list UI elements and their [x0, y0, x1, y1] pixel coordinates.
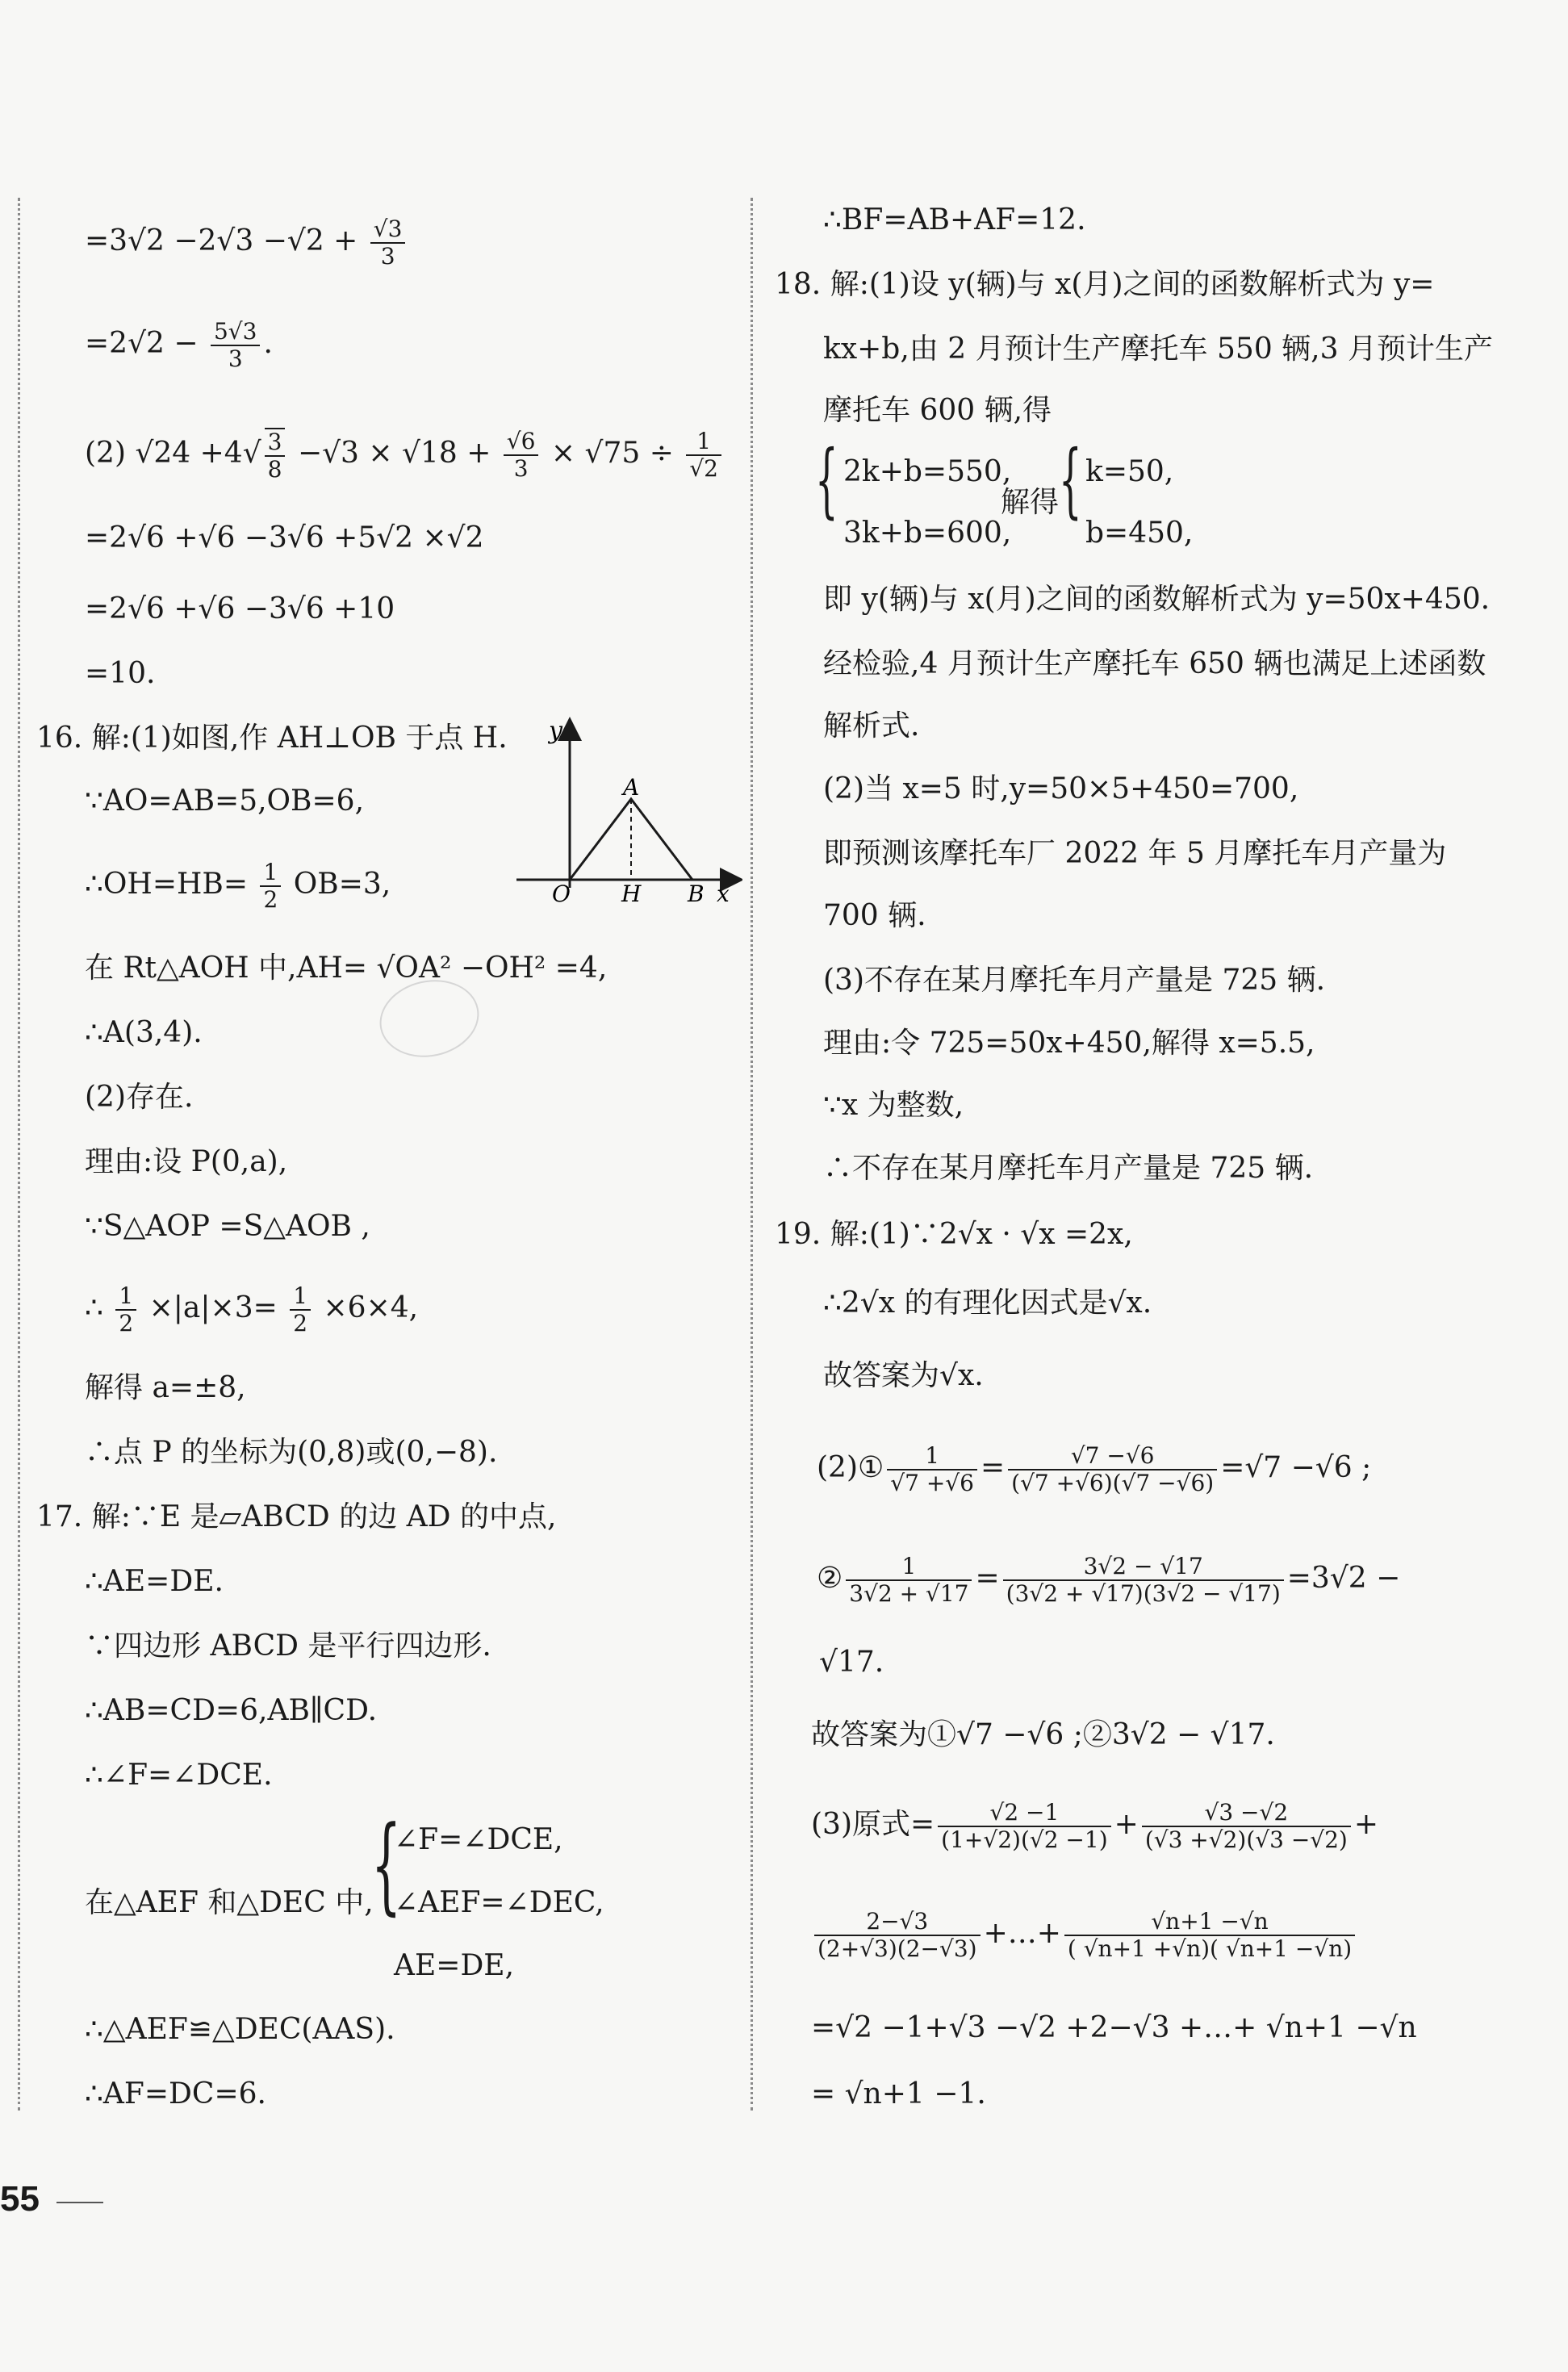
page-number: 55 — [0, 2179, 40, 2219]
fraction: $\frac{5√3}{3}$ — [211, 319, 260, 372]
q17-heading: 17. 解:∵E 是▱ABCD 的边 AD 的中点, — [36, 1500, 557, 1533]
q19-line: =√2 −1+√3 −√2 +2−√3 +…+ √n+1 −√n — [811, 2011, 1417, 2044]
fraction: $\frac{1}{3√2 + √17}$ — [846, 1554, 972, 1607]
fraction: $\frac{1}{2}$ — [115, 1283, 136, 1337]
q17-line: ∴∠F=∠DCE. — [85, 1759, 273, 1792]
system-brace: { — [815, 433, 838, 527]
q18-line: kx+b,由 2 月预计生产摩托车 550 辆,3 月预计生产 — [823, 333, 1493, 366]
q19-line: $\frac{2-√3}{(2+√3)(2-√3)}$ +…+ $\frac{√n+1 -√n}{( √n+1 +√n)( √n+1 -√n)}$ — [811, 1909, 1358, 1962]
q16-line: ∴点 P 的坐标为(0,8)或(0,−8). — [85, 1436, 498, 1469]
q16-line: 理由:设 P(0,a), — [85, 1145, 288, 1178]
q18-system-line: k=50, — [1085, 455, 1174, 488]
q17-line: ∵四边形 ABCD 是平行四边形. — [85, 1629, 491, 1663]
expr-line: =2√6 +√6 −3√6 +5√2 ×√2 — [85, 521, 484, 554]
fraction: $\frac{1}{√2}$ — [686, 429, 721, 482]
q18-system-line: 3k+b=600, — [843, 517, 1012, 550]
q18-line: 理由:令 725=50x+450,解得 x=5.5, — [823, 1027, 1315, 1060]
q19-line: √17. — [819, 1646, 884, 1679]
axis-label-x: x — [717, 881, 730, 907]
q17-line: 在△AEF 和△DEC 中, — [85, 1886, 374, 1919]
fraction: $\frac{√6}{3}$ — [504, 429, 539, 482]
q18-line: 解析式. — [823, 709, 920, 743]
fraction: $\frac{3√2 - √17}{(3√2 + √17)(3√2 - √17)}$ — [1003, 1554, 1284, 1607]
q19-line: (2)① $\frac{1}{√7 +√6}$ = $\frac{√7 -√6}{(√7 +√6)(√7 -√6)}$ =√7 −√6 ; — [817, 1442, 1372, 1496]
system-brace: { — [371, 1803, 402, 1926]
point-label-h: H — [621, 881, 642, 907]
expr-line: (2) √24 +4√ $\frac{3}{8}$ −√3 × √18 + $\frac{√6}{3}$ × √75 ÷ $\frac{1}{√2}$ — [85, 428, 725, 483]
expr-line: =10. — [85, 657, 156, 690]
q17-system-line: AE=DE, — [394, 1949, 515, 1982]
q18-line: 即预测该摩托车厂 2022 年 5 月摩托车月产量为 — [823, 837, 1447, 870]
q16-heading: 16. 解:(1)如图,作 AH⊥OB 于点 H. — [36, 722, 508, 755]
q18-line: 即 y(辆)与 x(月)之间的函数解析式为 y=50x+450. — [823, 583, 1491, 616]
q19-heading: 19. 解:(1)∵2√x · √x =2x, — [775, 1218, 1133, 1251]
q18-heading: 18. 解:(1)设 y(辆)与 x(月)之间的函数解析式为 y= — [775, 268, 1435, 301]
q18-line: 经检验,4 月预计生产摩托车 650 辆也满足上述函数 — [823, 647, 1486, 680]
q16-line: ∴ $\frac{1}{2}$ ×|a|×3= $\frac{1}{2}$ ×6×4, — [85, 1282, 419, 1337]
q16-line: 解得 a=±8, — [85, 1371, 246, 1404]
q17-line: ∴AE=DE. — [85, 1565, 224, 1598]
point-label-o: O — [552, 881, 571, 907]
q18-system-line: 2k+b=550, — [843, 455, 1012, 488]
axis-label-y: y — [549, 717, 562, 745]
fraction: $\frac{√2 -1}{(1+√2)(√2 -1)}$ — [938, 1800, 1110, 1853]
answer-line: ∴BF=AB+AF=12. — [823, 203, 1086, 236]
q18-solve-label: 解得 — [1001, 486, 1060, 519]
q18-line: (3)不存在某月摩托车月产量是 725 辆. — [823, 964, 1326, 997]
fraction: $\frac{1}{2}$ — [260, 860, 281, 913]
q19-line: 故答案为①√7 −√6 ;②3√2 − √17. — [811, 1718, 1275, 1751]
q19-line: ∴2√x 的有理化因式是√x. — [823, 1286, 1152, 1320]
q18-line: 700 辆. — [823, 899, 926, 932]
q17-line: ∴AB=CD=6,AB∥CD. — [85, 1694, 378, 1727]
expr-line: =2√2 − $\frac{5√3}{3}$ . — [85, 318, 273, 372]
fraction: $\frac{3}{8}$ — [265, 428, 286, 483]
q17-line: ∴△AEF≌△DEC(AAS). — [85, 2013, 395, 2046]
fraction: $\frac{1}{2}$ — [290, 1283, 311, 1337]
expr-line: =3√2 −2√3 −√2 + $\frac{√3}{3}$ — [85, 216, 408, 270]
q17-line: ∴AF=DC=6. — [85, 2077, 266, 2111]
q19-line: (3)原式= $\frac{√2 -1}{(1+√2)(√2 -1)}$ + $\frac{√3 -√2}{(√3 +√2)(√3 -√2)}$ + — [811, 1799, 1379, 1853]
q16-line: (2)存在. — [85, 1081, 194, 1114]
q18-system-line: b=450, — [1085, 517, 1194, 550]
q16-line: ∵AO=AB=5,OB=6, — [85, 784, 365, 818]
q16-line: 在 Rt△AOH 中,AH= √OA² −OH² =4, — [85, 952, 608, 985]
fraction: $\frac{√7 -√6}{(√7 +√6)(√7 -√6)}$ — [1008, 1443, 1217, 1496]
fraction: $\frac{1}{√7 +√6}$ — [887, 1443, 977, 1496]
q18-line: (2)当 x=5 时,y=50×5+450=700, — [823, 772, 1299, 805]
q16-line: ∴A(3,4). — [85, 1016, 203, 1049]
q19-line: = √n+1 −1. — [811, 2077, 986, 2111]
point-label-b: B — [688, 881, 705, 907]
q18-line: 摩托车 600 辆,得 — [823, 394, 1052, 427]
q16-line: ∴OH=HB= $\frac{1}{2}$ OB=3, — [85, 859, 391, 913]
column-divider-middle — [751, 198, 753, 2111]
q18-line: ∴不存在某月摩托车月产量是 725 辆. — [823, 1152, 1314, 1185]
q19-line: ② $\frac{1}{3√2 + √17}$ = $\frac{3√2 - √17}{(3√2 + √17)(3√2 - √17)}$ =3√2 − — [817, 1553, 1401, 1607]
point-label-a: A — [623, 774, 640, 801]
fraction: $\frac{√n+1 -√n}{( √n+1 +√n)( √n+1 -√n)}$ — [1064, 1909, 1355, 1962]
page-number-dash — [56, 2202, 103, 2203]
system-brace: { — [1059, 433, 1082, 527]
expr-line: =2√6 +√6 −3√6 +10 — [85, 592, 395, 625]
q17-system-line: ∠AEF=∠DEC, — [394, 1886, 604, 1919]
fraction: $\frac{2-√3}{(2+√3)(2-√3)}$ — [814, 1909, 981, 1962]
column-divider-left — [18, 198, 20, 2111]
q17-system-line: ∠F=∠DCE, — [394, 1823, 563, 1856]
triangle-graph — [508, 714, 742, 908]
fraction: $\frac{√3 -√2}{(√3 +√2)(√3 -√2)}$ — [1142, 1800, 1351, 1853]
q16-line: ∵S△AOP =S△AOB , — [85, 1210, 370, 1243]
q18-line: ∵x 为整数, — [823, 1089, 964, 1122]
fraction: $\frac{√3}{3}$ — [370, 216, 406, 270]
q19-line: 故答案为√x. — [823, 1359, 984, 1392]
